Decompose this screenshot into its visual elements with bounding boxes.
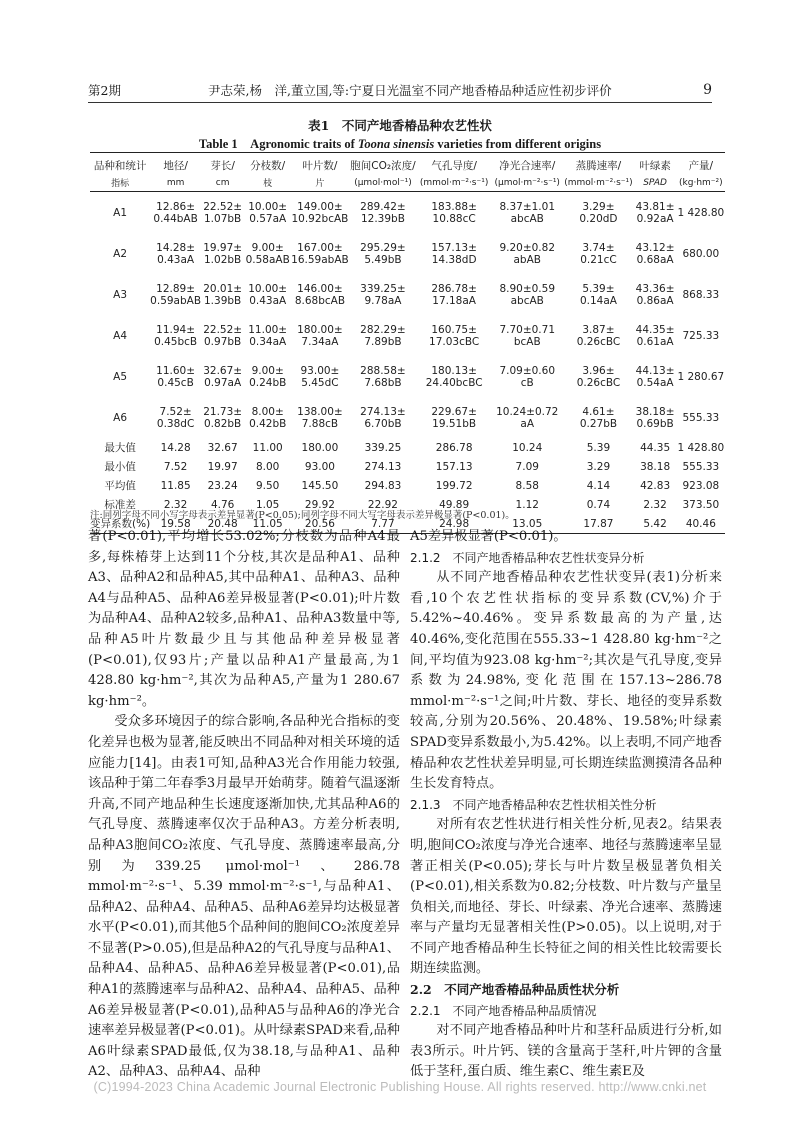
table-cell: 32.67 (207, 441, 238, 454)
paragraph: 著(P<0.01),平均增长53.02%;分枝数为品种A4最多,每株椿芽上达到11个分枝,其次是品种A1、品种A3、品种A2和品种A5,其中品种A1、品种A3、品种A4与品种A5、品种A6差异极显著(P<0.01);叶片数为品种A4、品种A2较多,品种A1、品种A3数量中等,品种A5叶片数最少且与其他品种差异极显著(P<0.01),仅93片;产量以品种A1产量最高,为1 428.80 kg·hm⁻²,其次为品种A5,产量为1 280.67 kg·hm⁻²。 (88, 529, 400, 709)
variety-name: A2 (113, 247, 128, 260)
section-heading: 2.2.1 不同产地香椿品种品质情况 (410, 1003, 597, 1018)
table-row (90, 274, 725, 295)
table-cell: 17.03cBC (429, 336, 480, 348)
table-cell: 8.58 (515, 479, 539, 492)
col-unit: cm (201, 174, 244, 192)
table-cell: 5.42 (634, 514, 677, 534)
table-cell: 0.20dD (579, 213, 618, 225)
table-cell: 10.92bcAB (291, 213, 349, 225)
table-cell: 16.59abAB (291, 254, 349, 266)
table-cell: abAB (513, 254, 541, 266)
table-cell: 32.67± (203, 365, 243, 377)
header-rule (88, 102, 712, 103)
col-header: 叶绿素 (634, 153, 677, 175)
variety-name: A5 (113, 370, 128, 383)
paragraph: 对不同产地香椿品种叶片和茎秆品质进行分析,如表3所示。叶片钙、镁的含量高于茎秆,叶片钾的含量低于茎秆,蛋白质、维生素C、维生素E及 (410, 1023, 722, 1080)
stat-row (90, 438, 725, 457)
col-unit: 指标 (90, 174, 150, 192)
table-row (90, 397, 725, 418)
table-cell: 7.70±0.71 (499, 324, 556, 336)
table-cell: 3.96± (582, 365, 615, 377)
table-cell: 0.26cBC (576, 377, 621, 389)
table-cell: 11.00± (248, 324, 288, 336)
table-cell: 6.70bB (364, 418, 402, 430)
table-cell: 149.00± (297, 201, 343, 213)
table-cell: 167.00± (297, 242, 343, 254)
table-cell: 183.88± (431, 201, 477, 213)
table-cell: 2.32 (643, 498, 667, 511)
table-row (90, 315, 725, 336)
table-cell: 288.58± (360, 365, 406, 377)
table-cell: 10.88cC (432, 213, 476, 225)
table-cell: 3.29 (586, 460, 611, 473)
table-cell: 160.75± (431, 324, 477, 336)
variety-name: A1 (113, 206, 128, 219)
col-header: 分枝数/ (244, 153, 291, 175)
table-cell: 22.52± (203, 201, 243, 213)
table-cell: 7.52± (159, 406, 192, 418)
page-number: 9 (703, 82, 712, 98)
table-cell: 339.25 (364, 441, 402, 454)
table-cell: 7.89bB (364, 336, 402, 348)
col-header: 叶片数/ (291, 153, 349, 175)
table-cell: 7.88cB (301, 418, 339, 430)
table-cell: 5.49bB (364, 254, 402, 266)
table-cell: 0.26cBC (576, 336, 621, 348)
table-cell: 22.92 (367, 498, 398, 511)
yield-cell: 868.33 (682, 288, 720, 301)
table-cell: 11.85 (160, 479, 191, 492)
table-cell: 555.33 (682, 460, 720, 473)
table-cell: 11.94± (156, 324, 196, 336)
table-cell: 295.29± (360, 242, 406, 254)
table-cell: 43.36± (635, 283, 675, 295)
table-cell: 24.40bcBC (425, 377, 483, 389)
table-cell: 294.83 (364, 479, 402, 492)
variety-name: A4 (113, 329, 128, 342)
paragraph: 从不同产地香椿品种农艺性状变异(表1)分析来看,10个农艺性状指标的变异系数(CV,%)介于5.42%~40.46%。变异系数最高的为产量,达40.46%,变化范围在555.33~1 428.80 kg·hm⁻²之间,平均值为923.08 kg·hm⁻²;其次是气孔导度,变异系数为24.98%,变化范围在157.13~286.78 mmol·m⁻²·s⁻¹之间;叶片数、芽长、地径的变异系数较高,分别为20.56%、20.48%、19.58%;叶绿素SPAD变异系数最小,为5.42%。以上表明,不同产地香椿品种农艺性状差异明显,可长期连续监测摸清各品种生长发育特点。 (410, 570, 722, 792)
col-unit: (μmol·m⁻²·s⁻¹) (491, 174, 563, 192)
paragraph: 受众多环境因子的综合影响,各品种光合指标的变化差异也极为显著,能反映出不同品种对相关环境的适应能力[14]。由表1可知,品种A3光合作用能力较强,该品种于第二年春季3月最早开始萌芽。随着气温逐渐升高,不同产地品种生长速度逐渐加快,尤其品种A6的气孔导度、蒸腾速率仅次于品种A3。方差分析表明,品种A3胞间CO₂浓度、气孔导度、蒸腾速率最高,分别为339.25 μmol·mol⁻¹、286.78 mmol·m⁻²·s⁻¹、5.39 mmol·m⁻²·s⁻¹,与品种A1、品种A2、品种A4、品种A5、品种A6差异均达极显著水平(P<0.01),而其他5个品种间的胞间CO₂浓度差异不显著(P>0.05),但是品种A2的气孔导度与品种A1、品种A4、品种A5、品种A6差异极显著(P<0.01),品种A1的蒸腾速率与品种A2、品种A4、品种A5、品种A6差异极显著(P<0.01),品种A5与品种A6的净光合速率差异极显著(P<0.01)。从叶绿素SPAD来看,品种A6叶绿素SPAD最低,仅为38.18,与品种A1、品种A2、品种A3、品种A4、品种 (88, 714, 400, 1080)
col-header: 产量/ (677, 153, 725, 175)
section-heading: 2.1.2 不同产地香椿品种农艺性状变异分析 (410, 550, 645, 565)
table-cell: 1.05 (255, 498, 280, 511)
table-cell: 0.68aA (636, 254, 674, 266)
table-cell: 3.74± (582, 242, 615, 254)
table-cell: 274.13± (360, 406, 406, 418)
table-cell: 1.12 (515, 498, 539, 511)
col-unit: 枝 (244, 174, 291, 192)
col-unit: SPAD (634, 174, 677, 192)
issue-number: 第2期 (88, 83, 121, 98)
table-cell: 2.32 (163, 498, 188, 511)
table-cell: cB (520, 377, 534, 389)
table-cell: 8.90±0.59 (499, 283, 556, 295)
table-cell: 199.72 (435, 479, 473, 492)
table-row (90, 295, 725, 315)
table-cell: 24.98 (417, 514, 491, 534)
col-header: 胞间CO₂浓度/ (349, 153, 417, 175)
table-cell: 0.45cB (157, 377, 194, 389)
table-cell: 23.24 (207, 479, 238, 492)
table-cell: 19.58 (150, 514, 201, 534)
table-cell: 9.78aA (364, 295, 402, 307)
table-cell: 8.00± (251, 406, 284, 418)
table-cell: 0.61aA (636, 336, 674, 348)
table-cell: 1.39bB (204, 295, 242, 307)
running-title: 尹志荣,杨 洋,董立国,等:宁夏日光温室不同产地香椿品种适应性初步评价 (208, 83, 612, 98)
table-cell: 1.07bB (204, 213, 242, 225)
table-cell: 923.08 (682, 479, 720, 492)
table-cell: 20.56 (291, 514, 349, 534)
table-cell: 19.97 (207, 460, 238, 473)
table-cell: 7.09±0.60 (499, 365, 556, 377)
stat-name: 最大值 (104, 442, 136, 454)
table-cell: 12.86± (156, 201, 196, 213)
table-row (90, 213, 725, 233)
table-cell: 93.00 (304, 460, 335, 473)
table-cell: 0.34aA (249, 336, 287, 348)
variety-name: A6 (113, 411, 128, 424)
table-cell: 29.92 (304, 498, 335, 511)
table-cell: 43.81± (635, 201, 675, 213)
table-cell: 157.13± (431, 242, 477, 254)
table-cell: 1 428.80 (677, 441, 725, 454)
section-heading: 2.1.3 不同产地香椿品种农艺性状相关性分析 (410, 797, 657, 812)
table-cell: 22.52± (203, 324, 243, 336)
table-cell: 229.67± (431, 406, 477, 418)
table-cell: 11.05 (244, 514, 291, 534)
table-cell: 4.61± (582, 406, 615, 418)
table-cell: 180.00 (301, 441, 339, 454)
table-header-row (90, 153, 725, 175)
copyright-footer: (C)1994-2023 China Academic Journal Electronic Publishing House. All rights reserved. http://www.cnki.net (93, 1080, 707, 1094)
caption-en-pre: Table 1 Agronomic traits of (198, 137, 358, 151)
col-header: 净光合速率/ (491, 153, 563, 175)
table-cell: 0.27bB (579, 418, 618, 430)
table-cell: 10.24 (512, 441, 543, 454)
table-cell: 7.09 (515, 460, 539, 473)
table-cell: 5.39 (586, 441, 611, 454)
table-cell: 11.60± (156, 365, 196, 377)
table-cell: 180.13± (431, 365, 477, 377)
table-cell: 0.86aA (636, 295, 674, 307)
table-cell: 157.13 (435, 460, 473, 473)
table-cell: 0.44bAB (153, 213, 198, 225)
table-cell: 12.39bB (360, 213, 405, 225)
table-cell: 38.18± (635, 406, 675, 418)
table-cell: 0.59abAB (150, 295, 202, 307)
table-cell: 13.05 (491, 514, 563, 534)
table-cell: 10.00± (248, 283, 288, 295)
table-cell: 0.58aAB (245, 254, 290, 266)
agronomic-traits-table (90, 152, 725, 534)
table-cell: 339.25± (360, 283, 406, 295)
table-cell: 93.00± (300, 365, 340, 377)
table-cell: 9.20±0.82 (499, 242, 556, 254)
table-cell: 17.18aA (432, 295, 476, 307)
body-left-column (88, 527, 400, 1083)
table-cell: 44.13± (635, 365, 675, 377)
table-cell: 4.76 (210, 498, 235, 511)
table-cell: 5.39± (582, 283, 615, 295)
stat-name: 平均值 (104, 480, 136, 492)
table-cell: 21.73± (203, 406, 243, 418)
table-cell: 8.37±1.01 (499, 201, 556, 213)
col-header: 芽长/ (201, 153, 244, 175)
col-header: 蒸腾速率/ (563, 153, 633, 175)
table-cell: 0.82bB (204, 418, 242, 430)
table-cell: 146.00± (297, 283, 343, 295)
table-cell: 20.48 (201, 514, 244, 534)
stat-name: 变异系数(%) (90, 514, 150, 534)
table-cell: 42.83 (640, 479, 671, 492)
table-cell: 0.24bB (249, 377, 287, 389)
table-cell: 9.00± (251, 365, 284, 377)
table-cell: 289.42± (360, 201, 406, 213)
yield-cell: 1 428.80 (677, 206, 725, 219)
table-cell: 0.57aA (249, 213, 287, 225)
col-unit: (μmol·mol⁻¹) (349, 174, 417, 192)
table-cell: 3.29± (582, 201, 615, 213)
table-cell: 1.02bB (204, 254, 242, 266)
table-cell: 17.87 (563, 514, 633, 534)
yield-cell: 725.33 (682, 329, 720, 342)
paragraph: A5差异极显著(P<0.01)。 (410, 529, 567, 544)
paragraph: 对所有农艺性状进行相关性分析,见表2。结果表明,胞间CO₂浓度与净光合速率、地径与蒸腾速率呈显著正相关(P<0.05);芽长与叶片数呈极显著负相关(P<0.01),相关系数为0.82;分枝数、叶片数与产量呈负相关,而地径、芽长、叶绿素、净光合速率、蒸腾速率与产量均无显著相关性(P>0.05)。以上说明,对于不同产地香椿品种生长特征之间的相关性比较需要长期连续监测。 (410, 817, 722, 977)
table-cell: 4.14 (586, 479, 611, 492)
table-cell: 14.28± (156, 242, 196, 254)
table-cell: abcAB (510, 213, 544, 225)
body-right-column (410, 527, 722, 1083)
table-cell: 49.89 (439, 498, 470, 511)
yield-cell: 1 280.67 (677, 370, 725, 383)
table-cell: 0.42bB (249, 418, 287, 430)
table-row (90, 377, 725, 397)
section-heading: 2.2 不同产地香椿品种品质性状分析 (410, 982, 620, 998)
stat-name: 最小值 (104, 461, 136, 473)
table-row (90, 233, 725, 254)
table-row (90, 336, 725, 356)
table-cell: 20.01± (203, 283, 243, 295)
table-cell: 14.38dD (431, 254, 477, 266)
col-unit: mm (150, 174, 201, 192)
table-cell: 43.12± (635, 242, 675, 254)
table-cell: 14.28 (160, 441, 191, 454)
table-cell: 0.21cC (580, 254, 617, 266)
table-cell: 19.51bB (432, 418, 477, 430)
col-unit: (mmol·m⁻²·s⁻¹) (417, 174, 491, 192)
table-cell: 286.78 (435, 441, 473, 454)
table-cell: abcAB (510, 295, 544, 307)
table-caption-cn: 表1 不同产地香椿品种农艺性状 (308, 118, 492, 133)
table-cell: bcAB (513, 336, 541, 348)
yield-cell: 680.00 (682, 247, 720, 260)
table-cell: 0.69bB (636, 418, 674, 430)
table-cell: 0.92aA (636, 213, 674, 225)
table-cell: 145.50 (301, 479, 339, 492)
caption-en-post: varieties from different origins (434, 137, 602, 151)
table-cell: 7.52 (163, 460, 188, 473)
table-cell: 10.00± (248, 201, 288, 213)
table-cell: 0.45bcB (154, 336, 198, 348)
table-cell: 38.18 (640, 460, 671, 473)
table-cell: 138.00± (297, 406, 343, 418)
table-cell: 0.97bB (204, 336, 242, 348)
table-row (90, 418, 725, 438)
table-row (90, 192, 725, 214)
table-cell: 274.13 (364, 460, 402, 473)
stat-name: 标准差 (104, 499, 136, 511)
table-cell: 0.54aA (636, 377, 674, 389)
table-cell: 0.38dC (156, 418, 195, 430)
table-caption-en (0, 134, 800, 152)
table-row (90, 254, 725, 274)
table-cell: 0.43aA (249, 295, 287, 307)
running-header (88, 80, 712, 100)
col-header: 地径/ (150, 153, 201, 175)
table-cell: 9.00± (251, 242, 284, 254)
stat-row (90, 476, 725, 495)
table-cell: 8.68bcAB (294, 295, 346, 307)
table-cell: 12.89± (156, 283, 196, 295)
col-unit: 片 (291, 174, 349, 192)
col-header: 品种和统计 (90, 153, 150, 175)
table-cell: aA (520, 418, 535, 430)
table-cell: 282.29± (360, 324, 406, 336)
table-cell: 7.68bB (364, 377, 402, 389)
col-unit: (mmol·m⁻²·s⁻¹) (563, 174, 633, 192)
col-unit: (kg·hm⁻²) (677, 174, 725, 192)
yield-cell: 555.33 (682, 411, 720, 424)
variety-name: A3 (113, 288, 128, 301)
table-cell: 19.97± (203, 242, 243, 254)
table-cell: 8.00 (255, 460, 280, 473)
table-cell: 40.46 (677, 514, 725, 534)
caption-en-species: Toona sinensis (357, 137, 435, 151)
col-header: 气孔导度/ (417, 153, 491, 175)
table-cell: 373.50 (682, 498, 720, 511)
table-header-unit-row (90, 174, 725, 192)
table-cell: 0.14aA (579, 295, 617, 307)
table-cell: 0.97aA (204, 377, 242, 389)
table-note: 注:同列字母不同小写字母表示差异显著(P<0.05);同列字母不同大写字母表示差异极显著(P<0.01)。 (90, 510, 515, 521)
table-cell: 3.87± (582, 324, 615, 336)
table-cell: 0.74 (586, 498, 611, 511)
table-cell: 9.50 (255, 479, 280, 492)
table-cell: 180.00± (297, 324, 343, 336)
table-cell: 5.45dC (301, 377, 339, 389)
table-cell: 7.77 (349, 514, 417, 534)
table-cell: 11.00 (252, 441, 283, 454)
table-cell: 10.24±0.72 (496, 406, 559, 418)
table-cell: 44.35 (640, 441, 671, 454)
table-cell: 7.34aA (301, 336, 339, 348)
table-cell: 44.35± (635, 324, 675, 336)
stat-row (90, 457, 725, 476)
table-cell: 286.78± (431, 283, 477, 295)
table-row (90, 356, 725, 377)
table-cell: 0.43aA (157, 254, 195, 266)
